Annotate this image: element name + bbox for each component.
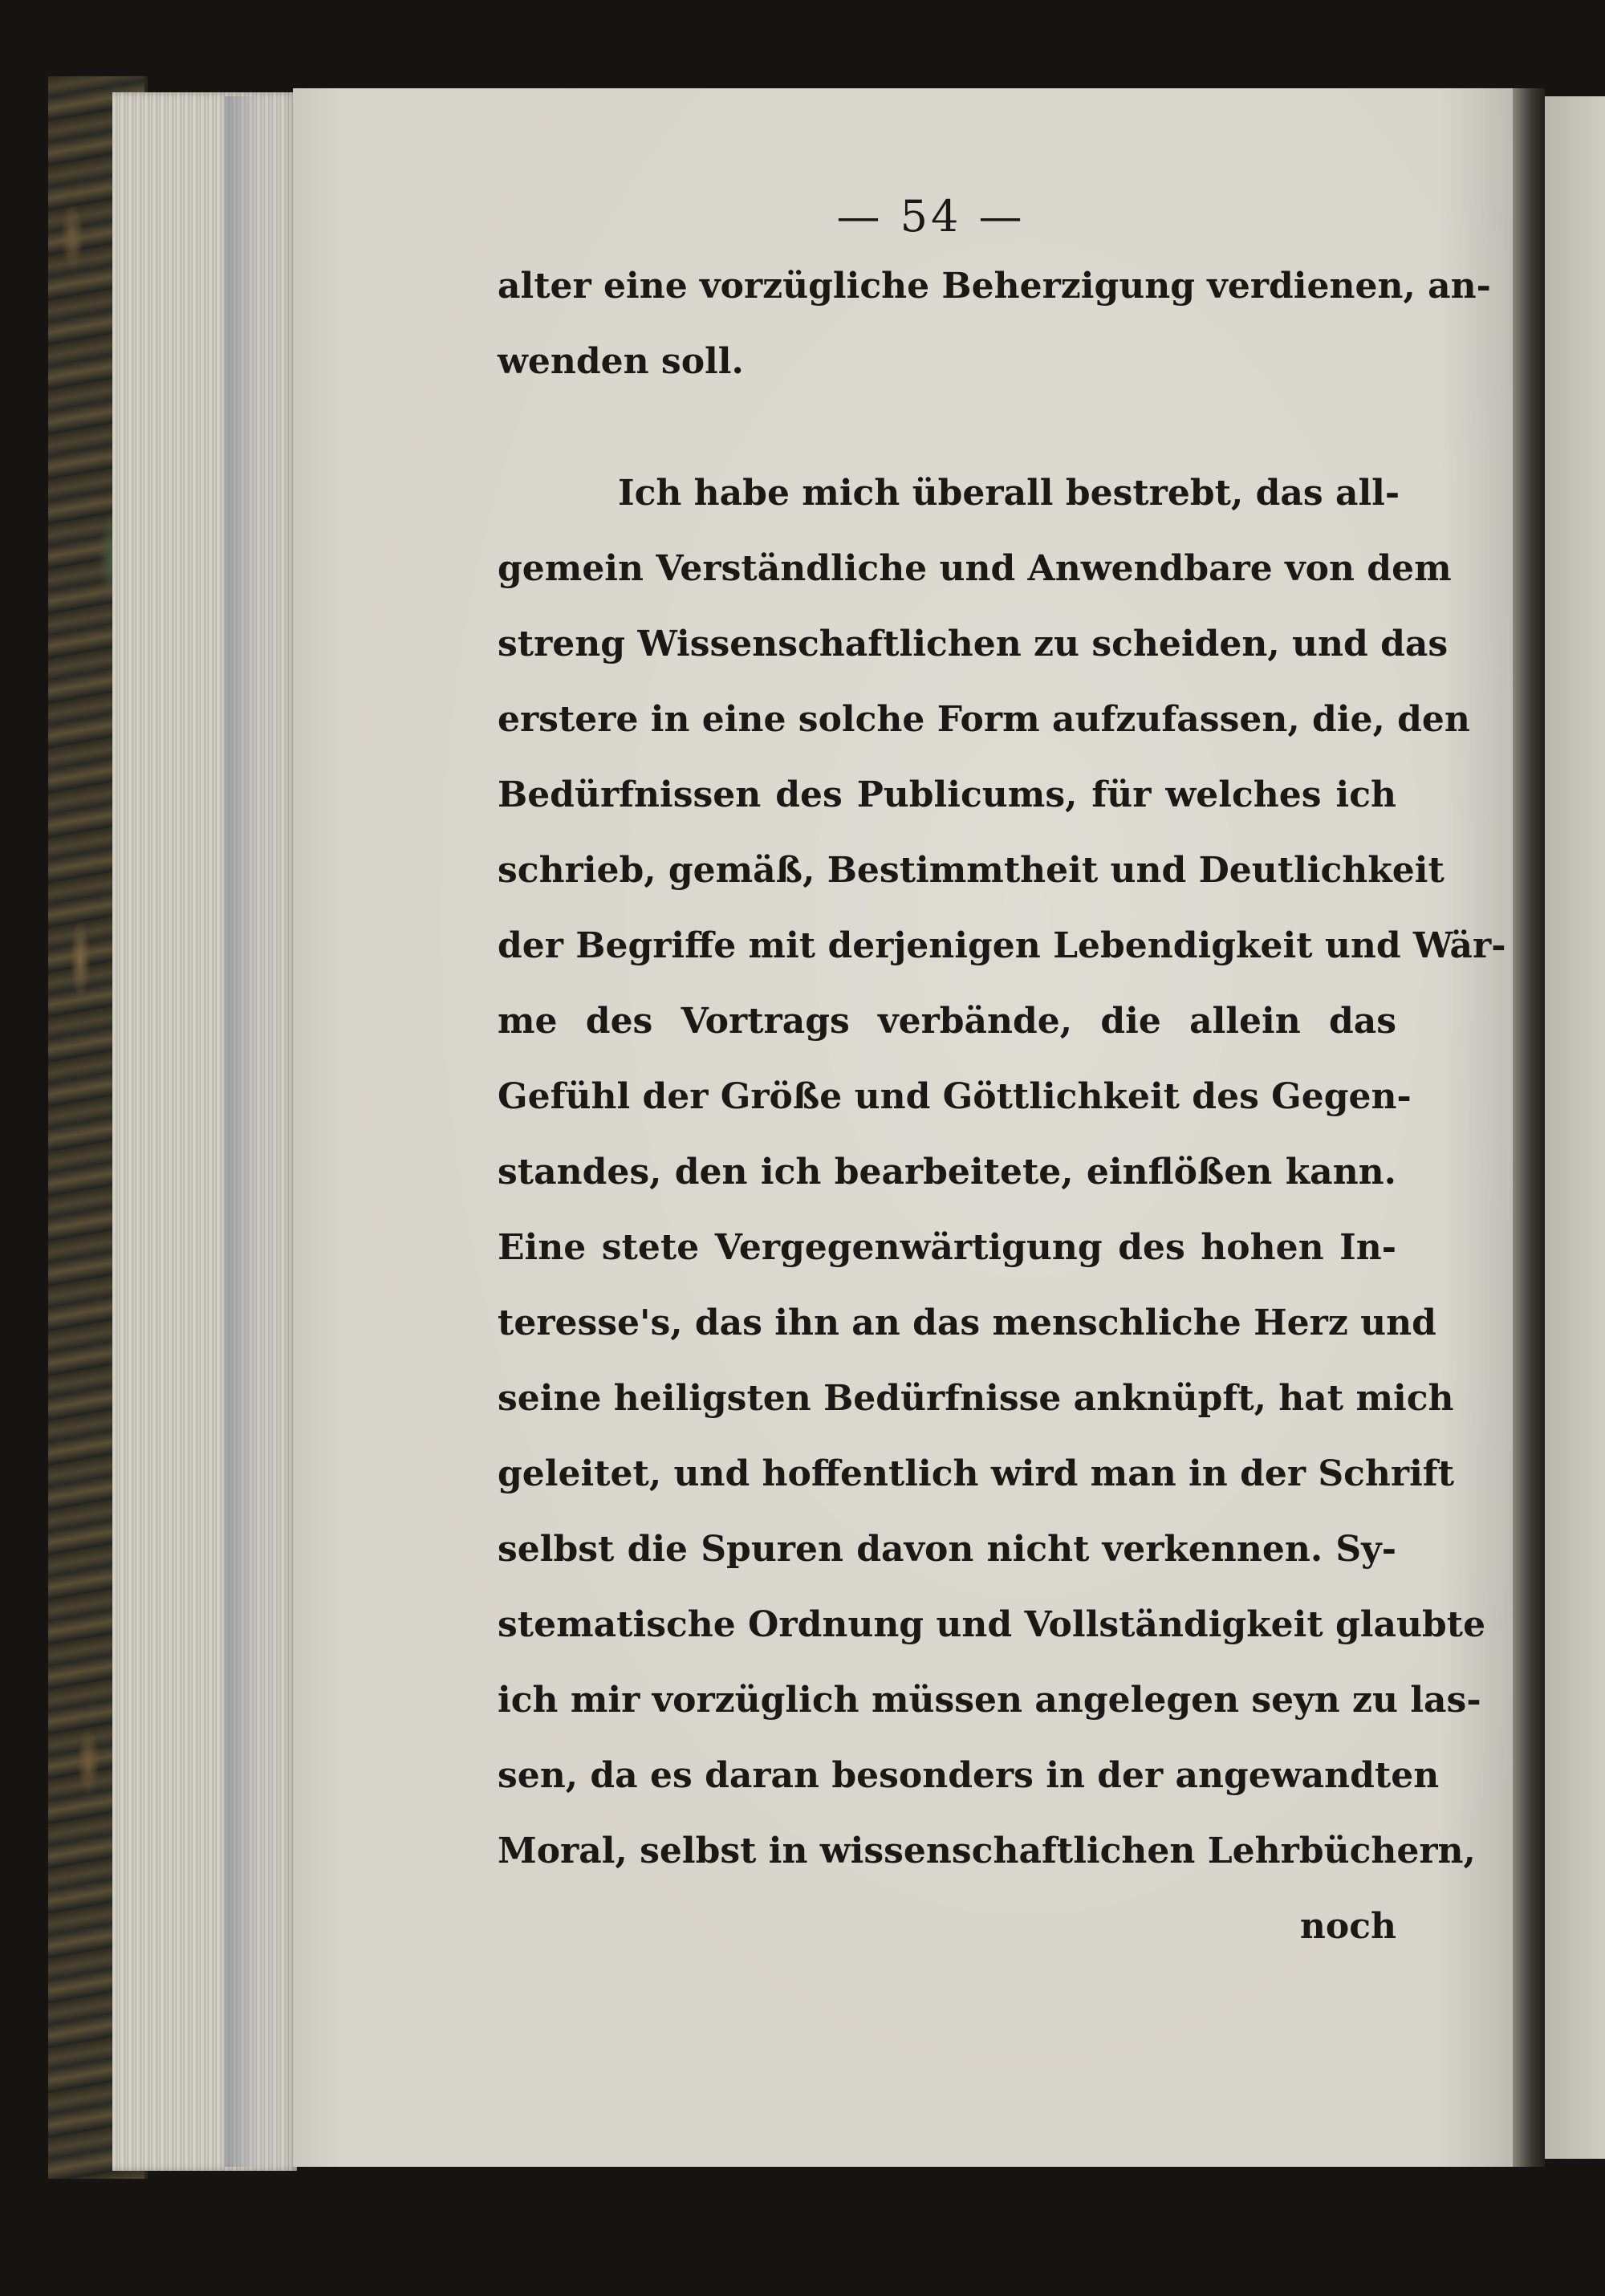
text-line: gemein Verständliche und Anwendbare von dem xyxy=(498,548,1452,589)
text-line: selbst die Spuren davon nicht verkennen. Sy- xyxy=(498,1529,1396,1570)
text-line: ich mir vorzüglich müssen angelegen seyn zu las- xyxy=(498,1680,1481,1721)
book-gutter xyxy=(1513,88,1545,2167)
page-number: — 54 — xyxy=(836,191,1026,242)
text-line: Eine stete Vergegenwärtigung des hohen In- xyxy=(498,1227,1396,1268)
page-text xyxy=(498,185,1506,1965)
text-line: wenden soll. xyxy=(498,341,744,382)
text-line: alter eine vorzügliche Beherzigung verdienen, an- xyxy=(498,266,1491,307)
text-line: me des Vortrags verbände, die allein das xyxy=(498,1001,1396,1042)
text-line: standes, den ich bearbeitete, einflößen kann. xyxy=(498,1152,1396,1193)
text-line: der Begriffe mit derjenigen Lebendigkeit und Wär- xyxy=(498,925,1506,966)
text-line: teresse's, das ihn an das menschliche Herz und xyxy=(498,1302,1436,1343)
text-line: seine heiligsten Bedürfnisse anknüpft, hat mich xyxy=(498,1378,1454,1419)
text-line: Ich habe mich überall bestrebt, das all- xyxy=(618,473,1400,514)
text-line: Moral, selbst in wissenschaftlichen Lehrbüchern, xyxy=(498,1831,1476,1871)
page-edge-shadow xyxy=(225,96,289,2167)
paragraph-gap xyxy=(498,400,1396,456)
text-line: Gefühl der Größe und Göttlichkeit des Gegen- xyxy=(498,1076,1412,1117)
facing-page-edge xyxy=(1545,96,1605,2159)
text-line: geleitet, und hoffentlich wird man in der Schrift xyxy=(498,1453,1455,1494)
text-line: erstere in eine solche Form aufzufassen, die, den xyxy=(498,699,1470,740)
text-line: schrieb, gemäß, Bestimmtheit und Deutlichkeit xyxy=(498,850,1444,891)
text-line: Bedürfnissen des Publicums, für welches ich xyxy=(498,774,1396,815)
catchword: noch xyxy=(1299,1906,1396,1947)
text-line: streng Wissenschaftlichen zu scheiden, und das xyxy=(498,624,1449,664)
text-line: stematische Ordnung und Vollständigkeit glaubte xyxy=(498,1604,1486,1645)
text-line: sen, da es daran besonders in der angewandten xyxy=(498,1755,1440,1796)
